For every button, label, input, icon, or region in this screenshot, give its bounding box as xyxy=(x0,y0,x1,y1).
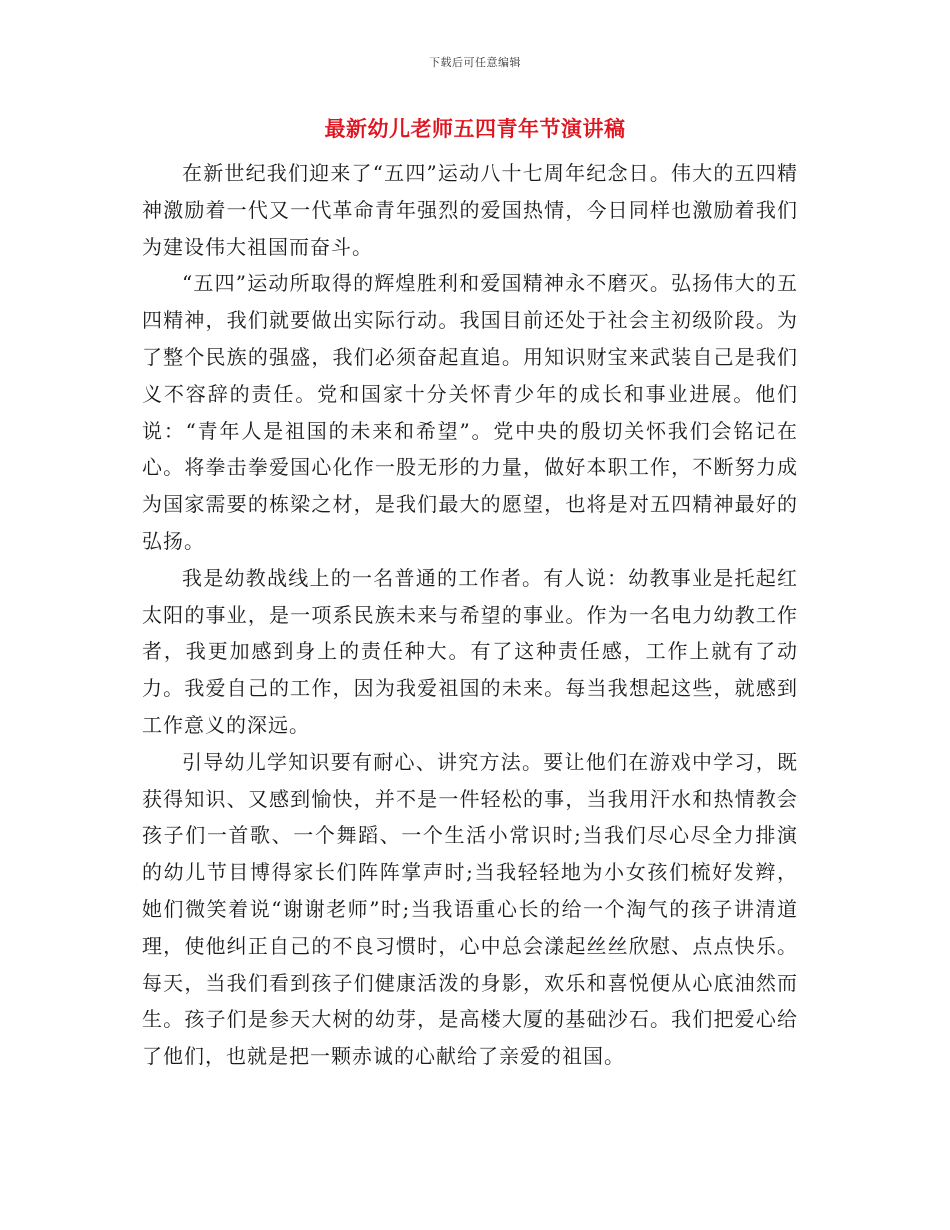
paragraph-3: 我是幼教战线上的一名普通的工作者。有人说：幼教事业是托起红太阳的事业，是一项系民族未来与希望的事业。作为一名电力幼教工作者，我更加感到身上的责任种大。有了这种责任感，工作上就有了动力。我爱自己的工作，因为我爱祖国的未来。每当我想起这些，就感到工作意义的深远。 xyxy=(142,565,798,737)
paragraph-1: 在新世纪我们迎来了“五四”运动八十七周年纪念日。伟大的五四精神激励着一代又一代革命青年强烈的爱国热情，今日同样也激励着我们为建设伟大祖国而奋斗。 xyxy=(142,161,798,259)
header-note: 下载后可任意编辑 xyxy=(429,56,521,69)
document-title: 最新幼儿老师五四青年节演讲稿 xyxy=(324,116,626,141)
paragraph-4: 引导幼儿学知识要有耐心、讲究方法。要让他们在游戏中学习，既获得知识、又感到愉快，并不是一件轻松的事，当我用汗水和热情教会孩子们一首歌、一个舞蹈、一个生活小常识时;当我们尽心尽全力排演的幼儿节目博得家长们阵阵掌声时;当我轻轻地为小女孩们梳好发辫，她们微笑着说“谢谢老师”时;当我语重心长的给一个淘气的孩子讲清道理，使他纠正自己的不良习惯时，心中总会漾起丝丝欣慰、点点快乐。每天，当我们看到孩子们健康活泼的身影，欢乐和喜悦便从心底油然而生。孩子们是参天大树的幼芽，是高楼大厦的基础沙石。我们把爱心给了他们，也就是把一颗赤诚的心献给了亲爱的祖国。 xyxy=(142,749,798,1069)
document-body xyxy=(142,155,798,1075)
paragraph-2: “五四”运动所取得的辉煌胜利和爱国精神永不磨灭。弘扬伟大的五四精神，我们就要做出实际行动。我国目前还处于社会主初级阶段。为了整个民族的强盛，我们必须奋起直追。用知识财宝来武装自己是我们义不容辞的责任。党和国家十分关怀青少年的成长和事业进展。他们说：“青年人是祖国的未来和希望”。党中央的殷切关怀我们会铭记在心。将拳击拳爱国心化作一股无形的力量，做好本职工作，不断努力成为国家需要的栋梁之材，是我们最大的愿望，也将是对五四精神最好的弘扬。 xyxy=(142,271,798,553)
